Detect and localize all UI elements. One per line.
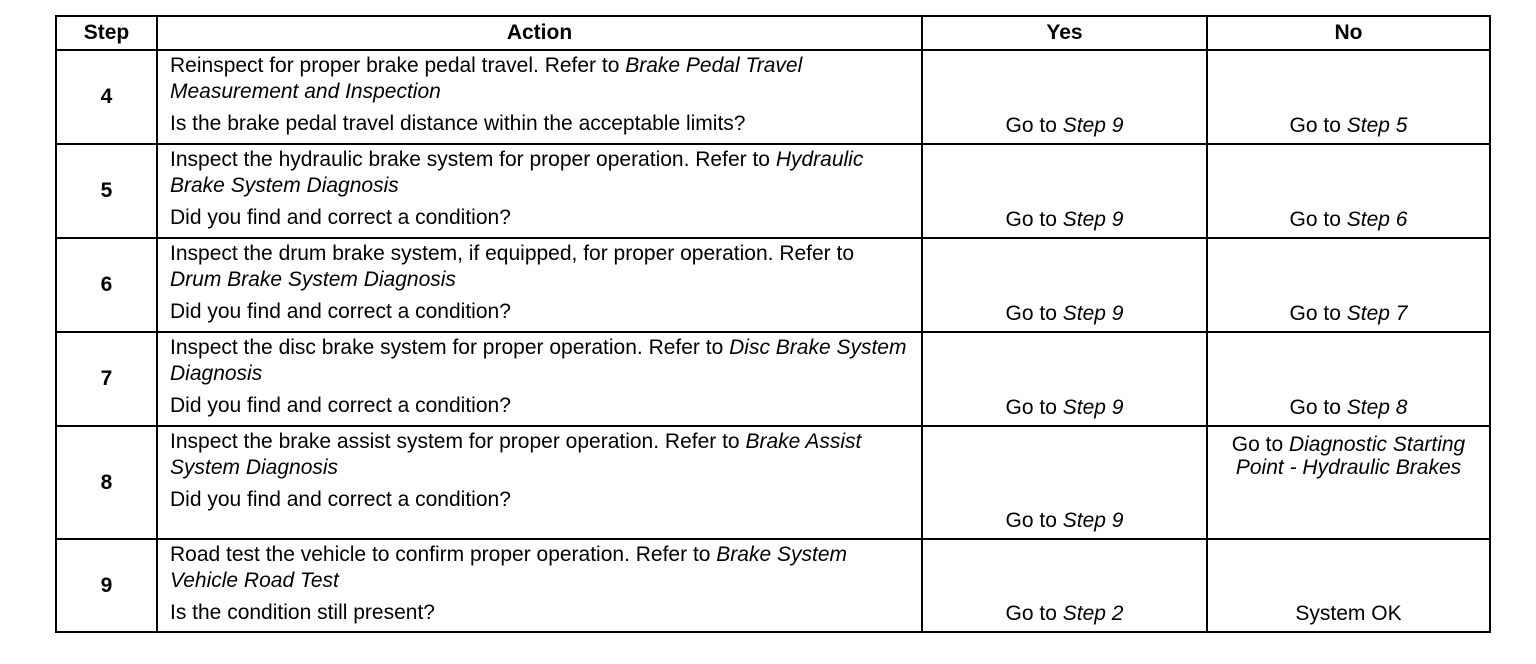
action-reference-link[interactable]: Drum Brake System Diagnosis [170, 268, 456, 291]
yes-cell [922, 144, 1207, 238]
action-question: Did you find and correct a condition? [170, 206, 511, 229]
action-instruction [170, 335, 911, 387]
yes-prefix: Go to [1005, 114, 1063, 137]
yes-step-link[interactable]: Step 9 [1062, 208, 1124, 231]
no-cell [1207, 50, 1490, 144]
action-reference-link[interactable]: Brake Pedal Travel Measurement and Inspection [170, 54, 803, 103]
action-cell [157, 332, 922, 426]
action-question: Did you find and correct a condition? [170, 488, 511, 511]
step-number: 5 [56, 144, 157, 238]
no-step-link[interactable]: Diagnostic Starting Point - Hydraulic Brakes [1235, 433, 1466, 479]
diagnostic-table [55, 15, 1491, 633]
action-text: Inspect the drum brake system, if equipped, for proper operation. Refer to [170, 242, 855, 265]
table-row [56, 539, 1490, 632]
action-cell [157, 238, 922, 332]
step-number: 7 [56, 332, 157, 426]
yes-step-link[interactable]: Step 9 [1062, 302, 1124, 325]
table-row [56, 426, 1490, 539]
yes-cell [922, 50, 1207, 144]
action-instruction [170, 53, 911, 105]
no-step-link[interactable]: Step 8 [1346, 396, 1408, 419]
action-cell [157, 50, 922, 144]
no-status: System OK [1295, 602, 1402, 625]
yes-cell [922, 426, 1207, 539]
yes-prefix: Go to [1005, 602, 1063, 625]
no-cell [1207, 238, 1490, 332]
action-question: Did you find and correct a condition? [170, 300, 511, 323]
yes-step-link[interactable]: Step 9 [1062, 114, 1124, 137]
table-row [56, 144, 1490, 238]
action-text: Inspect the hydraulic brake system for proper operation. Refer to [170, 148, 776, 171]
no-step-link[interactable]: Step 7 [1346, 302, 1408, 325]
action-cell [157, 539, 922, 632]
table-row [56, 50, 1490, 144]
action-cell [157, 144, 922, 238]
no-cell [1207, 426, 1490, 539]
action-text: Inspect the disc brake system for proper operation. Refer to [170, 336, 730, 359]
yes-prefix: Go to [1005, 396, 1063, 419]
yes-cell [922, 238, 1207, 332]
yes-prefix: Go to [1005, 509, 1063, 532]
no-prefix: Go to [1289, 396, 1347, 419]
yes-step-link[interactable]: Step 9 [1062, 509, 1124, 532]
action-instruction [170, 542, 911, 594]
yes-cell [922, 332, 1207, 426]
step-number: 4 [56, 50, 157, 144]
action-instruction [170, 241, 911, 293]
table-row [56, 238, 1490, 332]
action-reference-link[interactable]: Hydraulic Brake System Diagnosis [170, 148, 864, 197]
action-instruction [170, 147, 911, 199]
no-step-link[interactable]: Step 6 [1346, 208, 1408, 231]
header-no: No [1207, 16, 1490, 50]
no-prefix: Go to [1289, 114, 1347, 137]
step-number: 6 [56, 238, 157, 332]
table-row [56, 332, 1490, 426]
action-reference-link[interactable]: Brake System Vehicle Road Test [170, 543, 848, 592]
no-cell [1207, 144, 1490, 238]
no-prefix: Go to [1231, 433, 1289, 456]
yes-step-link[interactable]: Step 9 [1062, 396, 1124, 419]
action-cell [157, 426, 922, 539]
action-question: Is the condition still present? [170, 601, 435, 624]
no-prefix: Go to [1289, 302, 1347, 325]
action-reference-link[interactable]: Brake Assist System Diagnosis [170, 430, 862, 479]
action-question: Is the brake pedal travel distance within the acceptable limits? [170, 112, 746, 135]
action-text: Reinspect for proper brake pedal travel. Refer to [170, 54, 626, 77]
yes-prefix: Go to [1005, 302, 1063, 325]
no-cell [1207, 332, 1490, 426]
no-step-link[interactable]: Step 5 [1346, 114, 1408, 137]
action-text: Road test the vehicle to confirm proper operation. Refer to [170, 543, 717, 566]
action-question: Did you find and correct a condition? [170, 394, 511, 417]
no-cell [1207, 539, 1490, 632]
yes-prefix: Go to [1005, 208, 1063, 231]
step-number: 8 [56, 426, 157, 539]
header-action: Action [157, 16, 922, 50]
no-prefix: Go to [1289, 208, 1347, 231]
header-row [56, 16, 1490, 50]
header-step: Step [56, 16, 157, 50]
yes-step-link[interactable]: Step 2 [1062, 602, 1124, 625]
action-instruction [170, 429, 911, 481]
yes-cell [922, 539, 1207, 632]
action-reference-link[interactable]: Disc Brake System Diagnosis [170, 336, 907, 385]
header-yes: Yes [922, 16, 1207, 50]
action-text: Inspect the brake assist system for proper operation. Refer to [170, 430, 746, 453]
step-number: 9 [56, 539, 157, 632]
